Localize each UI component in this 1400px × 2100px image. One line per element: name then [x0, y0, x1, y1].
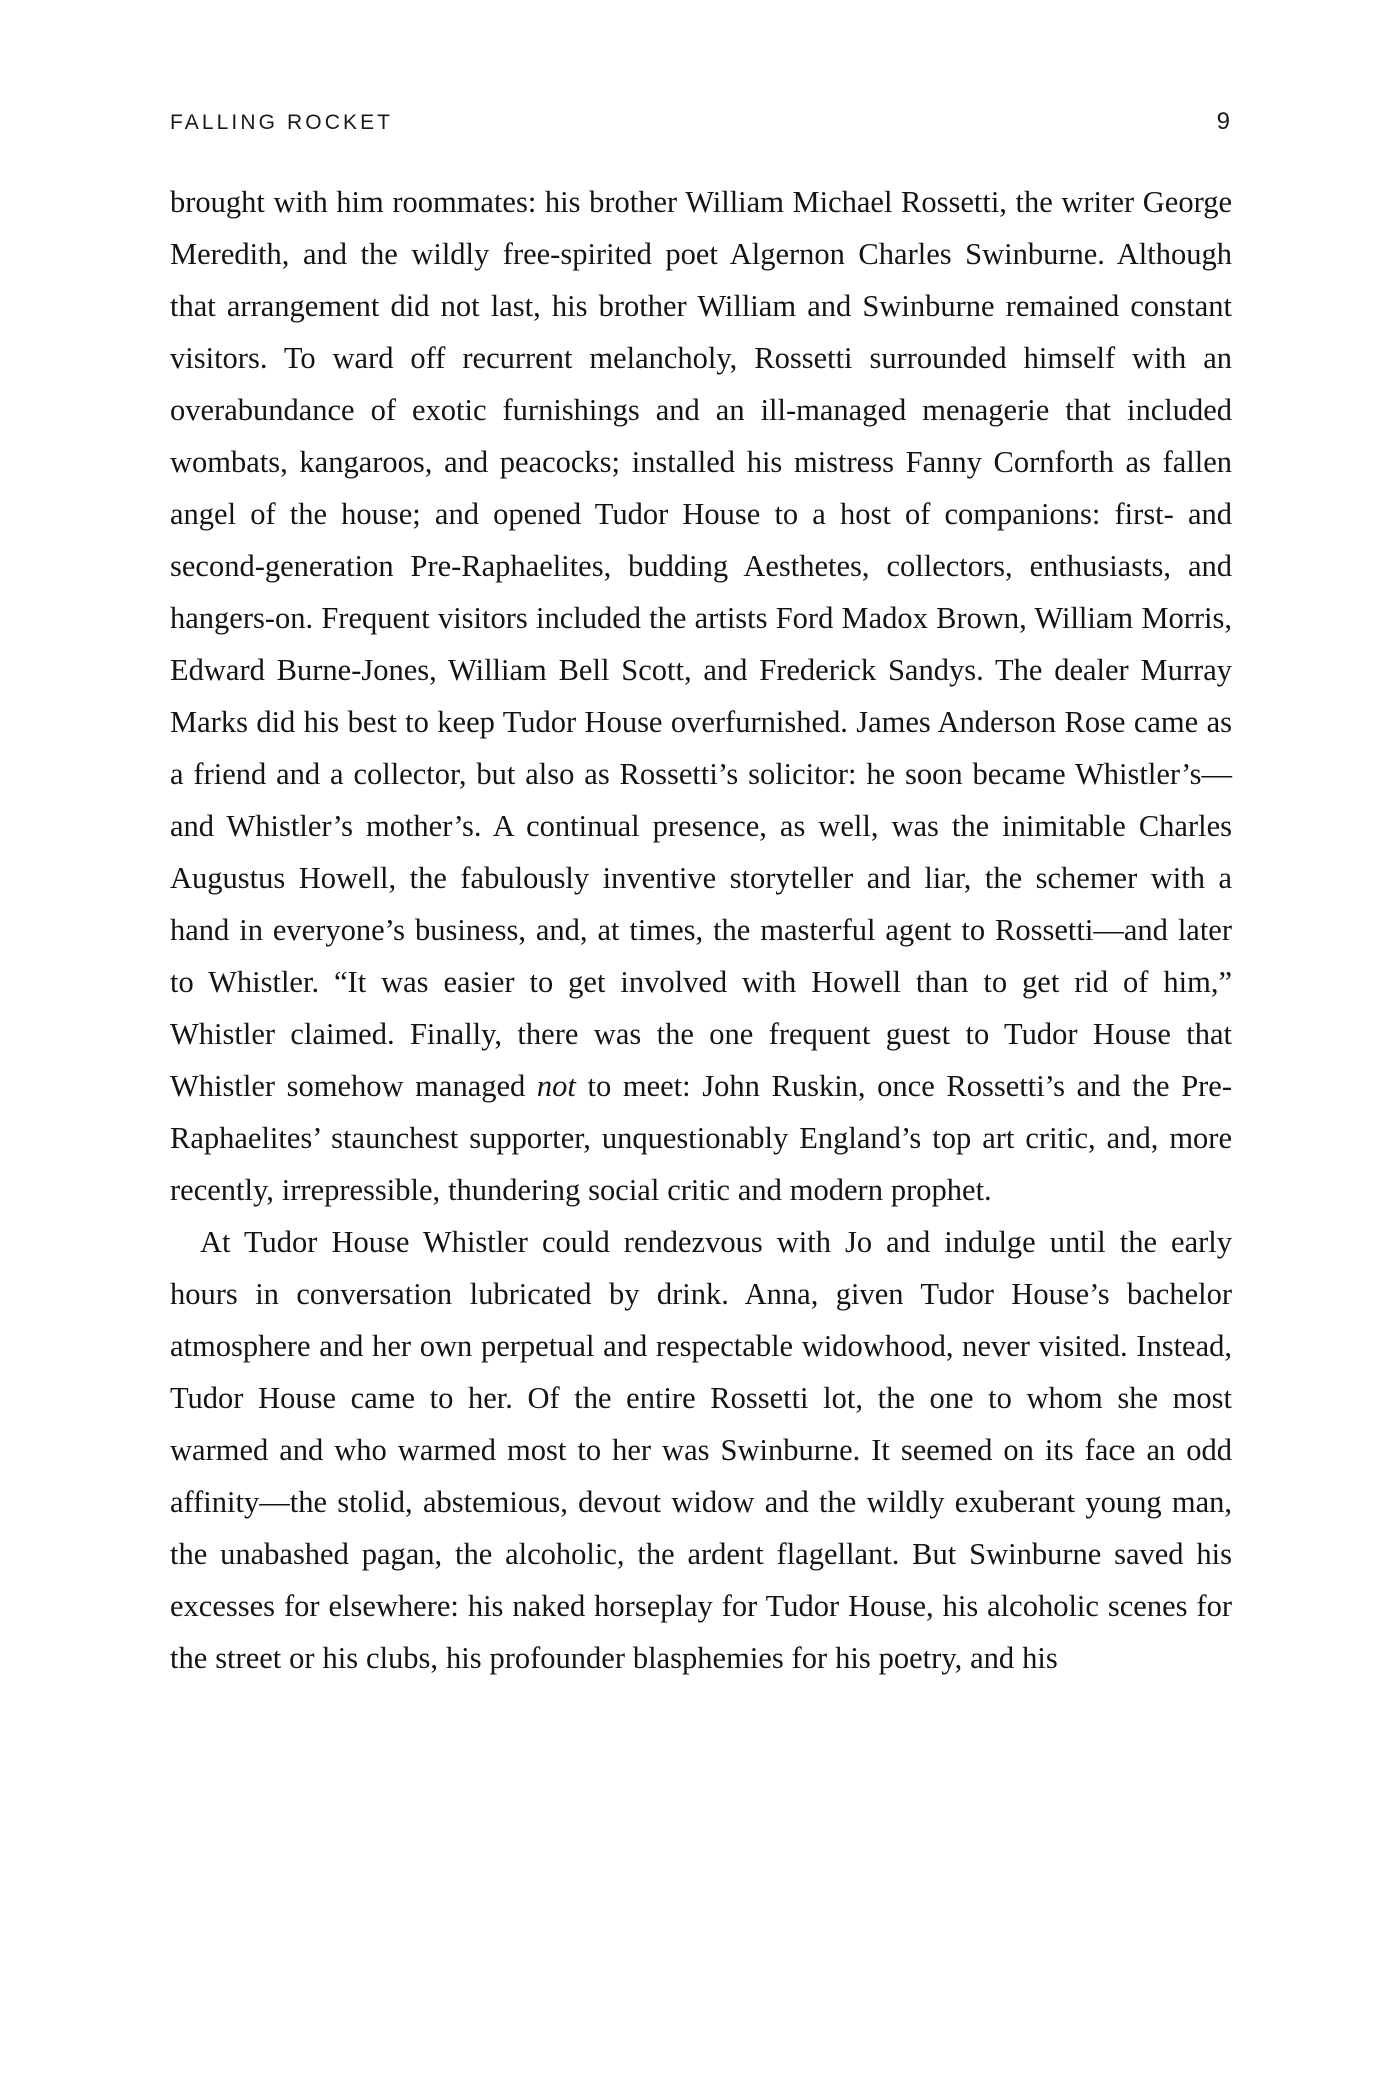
- paragraph-2-text: At Tudor House Whistler could rendezvous with Jo and indulge until the early hours in conversation lubricated by drink. Anna, given Tudor House’s bachelor atmosphere and her own perpetual and respectable widowhood, never visited. Instead, Tudor House came to her. Of the entire Rossetti lot, the one to whom she most warmed and who warmed most to her was Swinburne. It seemed on its face an odd affinity—the stolid, abstemious, devout widow and the wildly exuberant young man, the unabashed pagan, the alcoholic, the ardent flagellant. But Swinburne saved his excesses for elsewhere: his naked horseplay for Tudor House, his alcoholic scenes for the street or his clubs, his profounder blasphemies for his poetry, and his: [170, 1225, 1232, 1675]
- running-head-title: FALLING ROCKET: [170, 111, 394, 134]
- paragraph-1-text-part-2: to meet: John Ruskin, once Rossetti’s and the Pre-Raphaelites’ staunchest supporter, unquestionably England’s top art critic, and, more recently, irrepressible, thundering social critic and modern prophet.: [170, 1069, 1233, 1207]
- paragraph-1: [170, 176, 1232, 1216]
- paragraph-1-text-part-1: brought with him roommates: his brother William Michael Rossetti, the writer George Meredith, and the wildly free-spirited poet Algernon Charles Swinburne. Although that arrangement did not last, his brother William and Swinburne remained constant visitors. To ward off recurrent melancholy, Rossetti surrounded himself with an overabundance of exotic furnishings and an ill-managed menagerie that included wombats, kangaroos, and peacocks; installed his mistress Fanny Cornforth as fallen angel of the house; and opened Tudor House to a host of companions: first- and second-generation Pre-Raphaelites, budding Aesthetes, collectors, enthusiasts, and hangers-on. Frequent visitors included the artists Ford Madox Brown, William Morris, Edward Burne-Jones, William Bell Scott, and Frederick Sandys. The dealer Murray Marks did his best to keep Tudor House overfurnished. James Anderson Rose came as a friend and a collector, but also as Rossetti’s solicitor: he soon became Whistler’s—and Whistler’s mother’s. A continual presence, as well, was the inimitable Charles Augustus Howell, the fabulously inventive storyteller and liar, the schemer with a hand in everyone’s business, and, at times, the masterful agent to Rossetti—and later to Whistler. “It was easier to get involved with Howell than to get rid of him,” Whistler claimed. Finally, there was the one frequent guest to Tudor House that Whistler somehow managed: [170, 185, 1232, 1103]
- paragraph-2: [170, 1216, 1232, 1684]
- emphasis-not: not: [536, 1069, 576, 1103]
- running-head: [170, 108, 1230, 142]
- page-number: 9: [1216, 108, 1230, 135]
- body-text-block: [170, 176, 1232, 1684]
